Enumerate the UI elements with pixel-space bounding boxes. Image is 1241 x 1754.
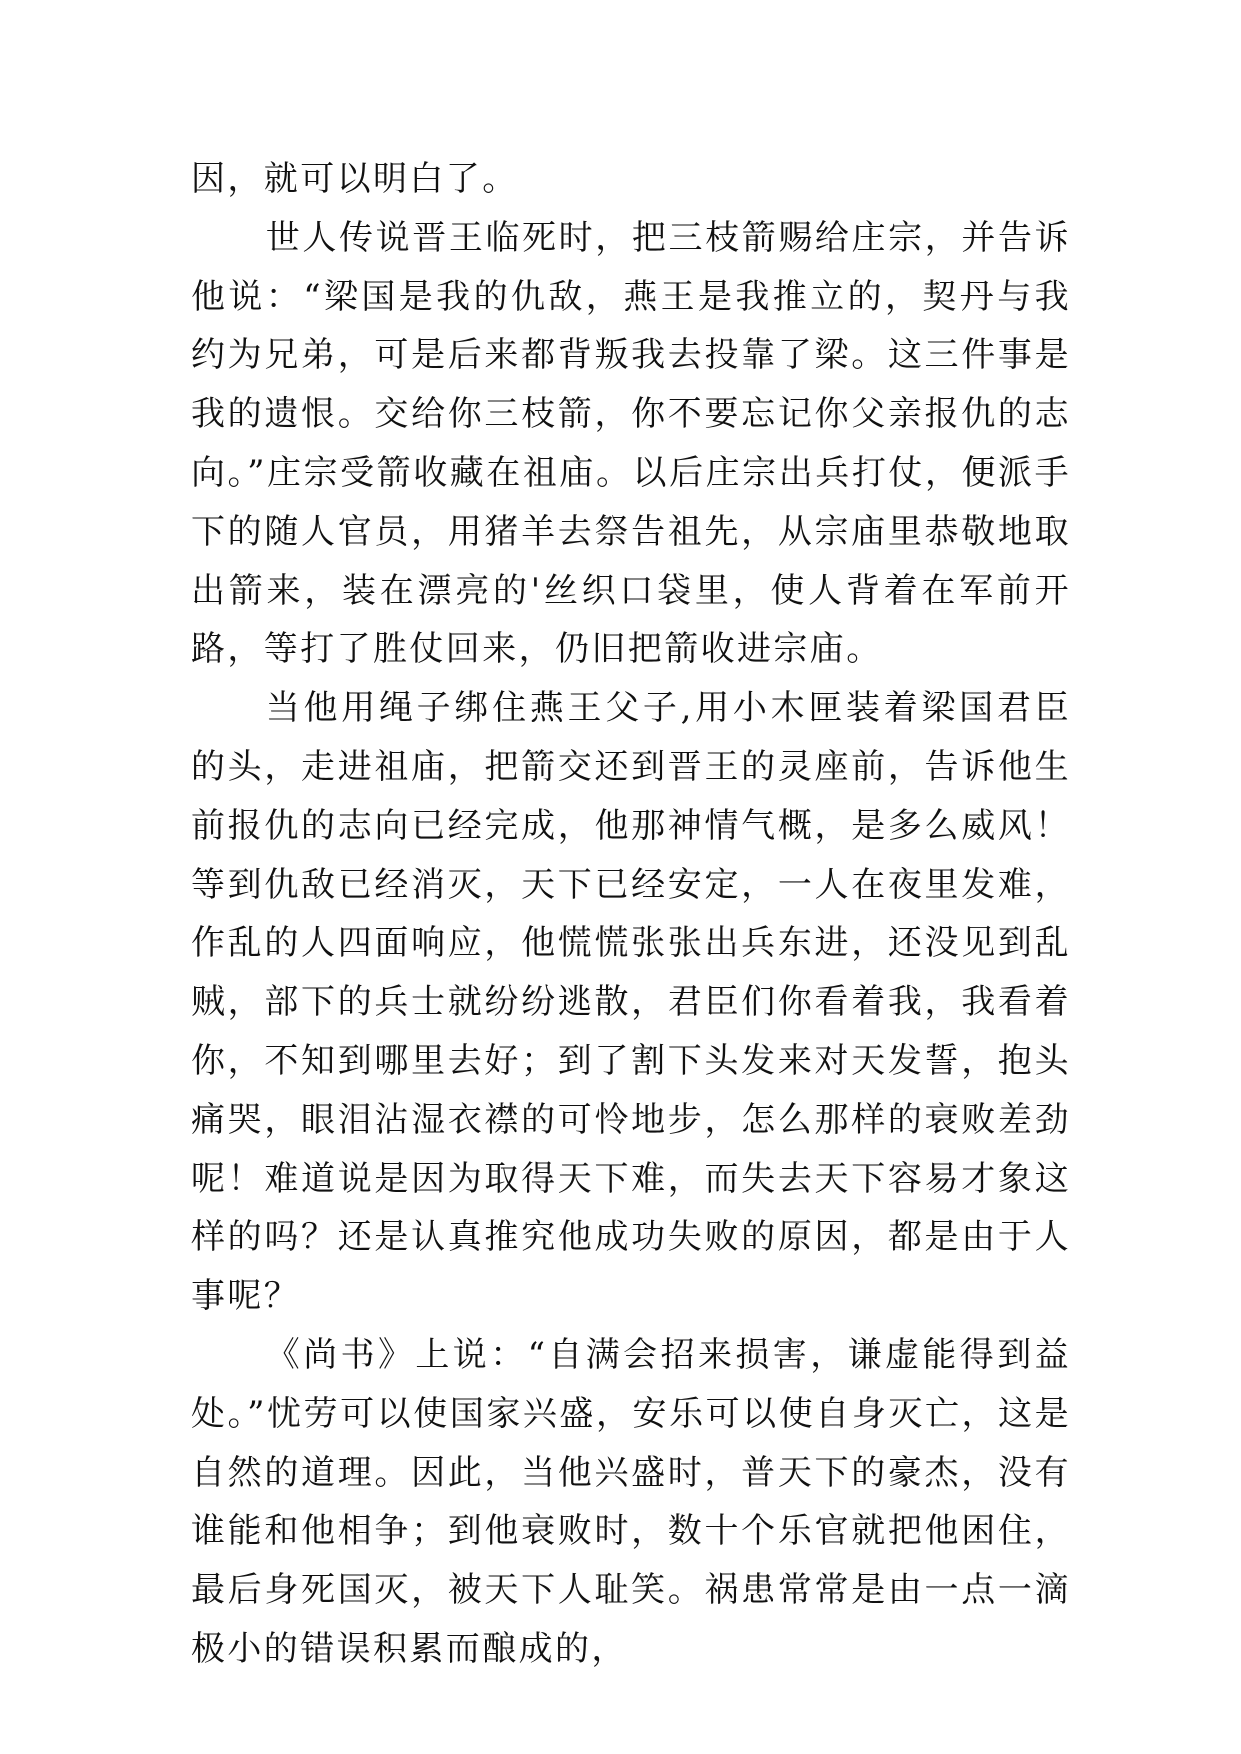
- paragraph-3: 当他用绳子绑住燕王父子,用小木匣装着梁国君臣的头，走进祖庙，把箭交还到晋王的灵座前，告诉他生前报仇的志向已经完成，他那神情气概，是多么威风！等到仇敌已经消灭，天下已经安定，一人在夜里发难，作乱的人四面响应，他慌慌张张出兵东进，还没见到乱贼，部下的兵士就纷纷逃散，君臣们你看着我，我看着你，不知到哪里去好；到了割下头发来对天发誓，抱头痛哭，眼泪沾湿衣襟的可怜地步，怎么那样的衰败差劲呢！难道说是因为取得天下难，而失去天下容易才象这样的吗？还是认真推究他成功失败的原因，都是由于人事呢？: [191, 688, 1071, 1317]
- paragraph-2: 世人传说晋王临死时，把三枝箭赐给庄宗，并告诉他说：“梁国是我的仇敌，燕王是我推立的，契丹与我约为兄弟，可是后来都背叛我去投靠了梁。这三件事是我的遗恨。交给你三枝箭，你不要忘记你父亲报仇的志向。”庄宗受箭收藏在祖庙。以后庄宗出兵打仗，便派手下的随人官员，用猪羊去祭告祖先，从宗庙里恭敬地取出箭来，装在漂亮的'丝织口袋里，使人背着在军前开路，等打了胜仗回来，仍旧把箭收进宗庙。: [191, 217, 1071, 670]
- body-text: [191, 150, 1071, 1679]
- paragraph-1: 因，就可以明白了。: [191, 159, 519, 199]
- paragraph-4: 《尚书》上说：“自满会招来损害，谦虚能得到益处。”忧劳可以使国家兴盛，安乐可以使自身灭亡，这是自然的道理。因此，当他兴盛时，普天下的豪杰，没有谁能和他相争；到他衰败时，数十个乐官就把他困住，最后身死国灭，被天下人耻笑。祸患常常是由一点一滴极小的错误积累而酿成的，: [191, 1334, 1071, 1669]
